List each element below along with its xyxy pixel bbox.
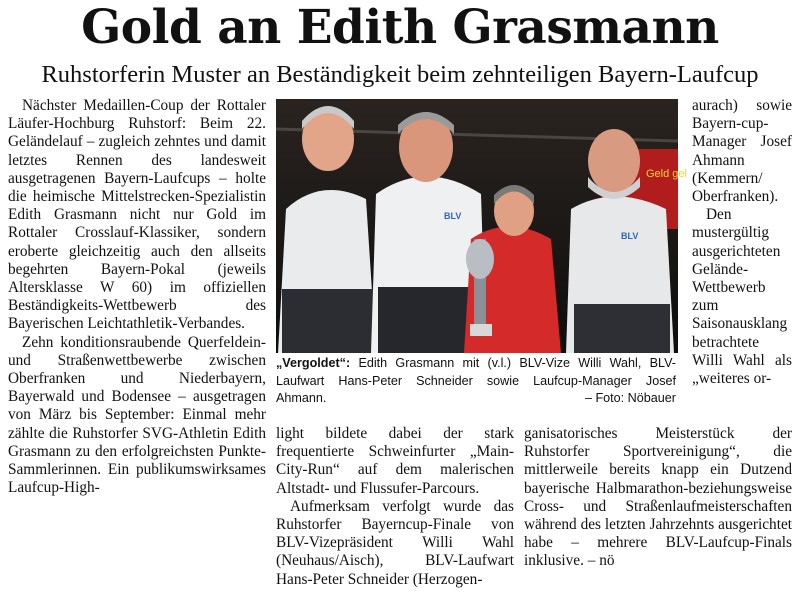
banner-text: Geld gel: [646, 168, 687, 180]
article-photo: [276, 99, 687, 353]
photo-illustration: [276, 99, 687, 353]
trophy: [466, 239, 494, 279]
paragraph: aurach) sowie Bayern-cup-Manager Josef Ahmann (Kemmern/ Oberfranken).: [692, 97, 792, 206]
shirt-logo: BLV: [444, 211, 462, 221]
caption-lead: „Vergoldet“:: [276, 356, 351, 370]
article-column-4: [692, 97, 792, 388]
paragraph: Nächster Medaillen-Coup der Rottaler Läufer-Hochburg Ruhstorf: Beim 22. Geländelauf – zugleich zehntes und damit letztes Rennen des landesweit ausgetragenen Bayern-Laufcups – holte die heimische Mittelstrecken-Spezialistin Edith Grasmann nicht nur Gold im Rottaler Crosslauf-Klassiker, sondern eroberte gleichzeitig auch den allseits begehrten Bayern-Pokal (jeweils Altersklasse W 60) im offiziellen Beständigkeits-Wettbewerb des Bayerischen Leichtathletik-Verbandes.: [8, 97, 266, 333]
article-column-2: [276, 425, 514, 589]
paragraph: light bildete dabei der stark frequentierte Schweinfurter „Main-City-Run“ auf dem malerischen Altstadt- und Flussufer-Parcours.: [276, 425, 514, 497]
photo-caption: [276, 355, 676, 408]
article-column-1: [8, 97, 266, 497]
paragraph: ganisatorisches Meisterstück der Ruhstorfer Sportvereinigung“, die mittlerweile bereits knapp ein Dutzend bayerische Halbmarathon-beziehungsweise Cross- und Straßenlaufmeisterschaften während des letzten Jahrzehnts ausgerichtet habe – mehrere BLV-Laufcup-Finals inklusive. – nö: [524, 425, 792, 570]
paragraph: Aufmerksam verfolgt wurde das Ruhstorfer Bayerncup-Finale von BLV-Vizepräsident Willi Wahl (Neuhaus/Aisch), BLV-Laufwart Hans-Peter Schneider (Herzogen-: [276, 497, 514, 588]
photo-credit: – Foto: Nöbauer: [584, 391, 676, 406]
article-column-3: [524, 425, 792, 571]
article-headline: Gold an Edith Grasmann: [81, 0, 719, 55]
shirt-logo: BLV: [621, 231, 639, 241]
article-subheadline: Ruhstorferin Muster an Beständigkeit beim zehnteiligen Bayern-Laufcup: [41, 61, 759, 88]
paragraph: Den mustergültig ausgerichteten Gelände-Wettbewerb zum Saisonausklang betrachtete Willi Wahl als „weiteres or-: [692, 206, 792, 388]
paragraph: Zehn konditionsraubende Querfeldein- und Straßenwettbewerbe zwischen Oberfranken und Niederbayern, Bayerwald und Bodensee – ausgetragen von März bis September: Einmal mehr zählte die Ruhstorfer SVG-Athletin Edith Grasmann zu den erfolgreichsten Punkte-Sammlerinnen. Ein publikumswirksames Laufcup-High-: [8, 333, 266, 497]
caption-text: Edith Grasmann mit (v.l.) BLV-Vize Willi Wahl, BLV-Laufwart Hans-Peter Schneider sowie Laufcup-Manager Josef Ahmann.: [276, 356, 676, 406]
